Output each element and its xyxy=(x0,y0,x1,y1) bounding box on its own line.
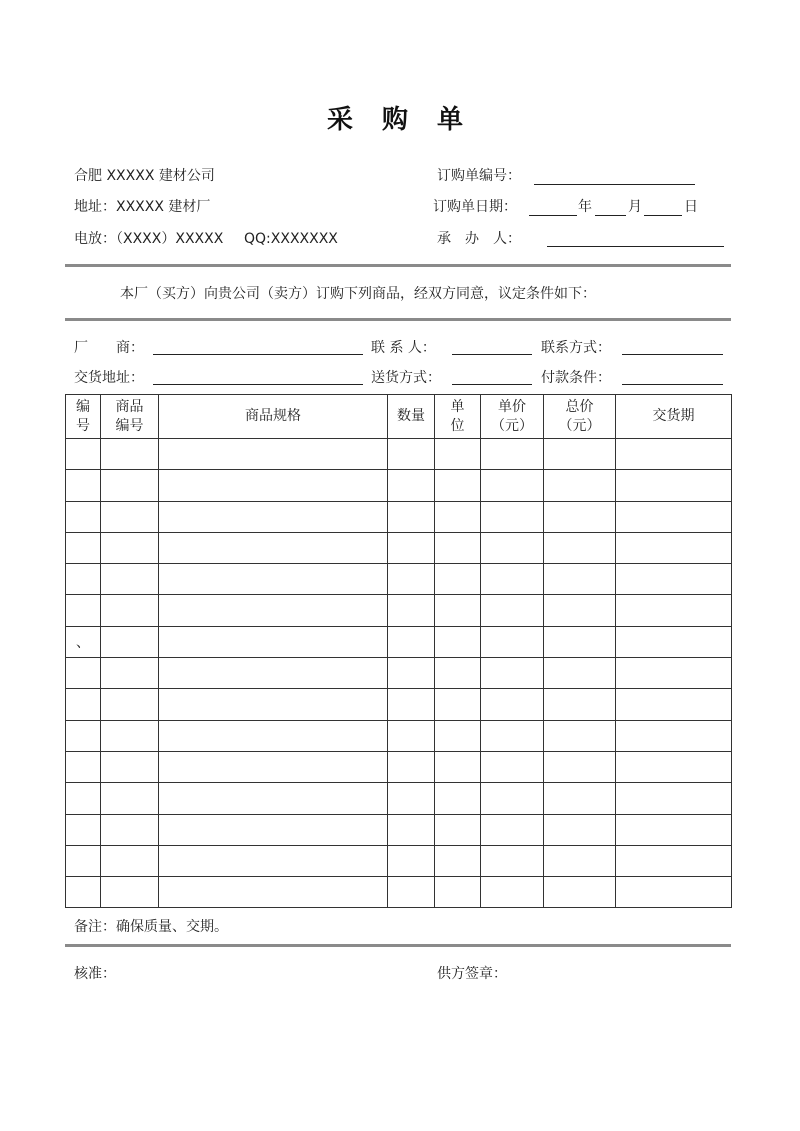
table-cell[interactable] xyxy=(435,877,481,908)
table-cell[interactable] xyxy=(481,564,544,595)
table-cell[interactable] xyxy=(544,877,616,908)
table-cell[interactable] xyxy=(159,470,388,501)
company-name: 合肥 XXXXX 建材公司 xyxy=(74,168,215,184)
table-cell[interactable] xyxy=(435,845,481,876)
table-cell[interactable] xyxy=(544,658,616,689)
table-cell[interactable] xyxy=(388,751,435,782)
table-row xyxy=(66,564,732,595)
table-cell[interactable] xyxy=(388,689,435,720)
table-cell[interactable] xyxy=(481,470,544,501)
table-cell[interactable] xyxy=(481,783,544,814)
table-cell[interactable] xyxy=(66,720,101,751)
approval-label: 核准： xyxy=(74,966,116,982)
table-cell[interactable] xyxy=(388,783,435,814)
remark-text: 备注：确保质量、交期。 xyxy=(74,919,228,935)
table-row xyxy=(66,626,732,657)
table-cell[interactable] xyxy=(66,470,101,501)
table-row xyxy=(66,720,732,751)
shipping-method-field[interactable] xyxy=(452,384,532,385)
table-row xyxy=(66,751,732,782)
table-cell[interactable] xyxy=(616,439,732,470)
delivery-address-field[interactable] xyxy=(153,384,363,385)
table-cell[interactable] xyxy=(101,814,159,845)
table-cell[interactable] xyxy=(616,783,732,814)
table-cell[interactable] xyxy=(435,595,481,626)
table-row xyxy=(66,439,732,470)
table-cell[interactable] xyxy=(101,783,159,814)
table-cell[interactable] xyxy=(616,470,732,501)
table-cell[interactable] xyxy=(481,845,544,876)
table-cell[interactable] xyxy=(159,689,388,720)
table-cell[interactable] xyxy=(101,532,159,563)
table-cell[interactable] xyxy=(388,814,435,845)
table-cell[interactable] xyxy=(159,564,388,595)
table-cell[interactable] xyxy=(159,783,388,814)
company-address: 地址：XXXXX 建材厂 xyxy=(74,199,211,215)
table-cell[interactable] xyxy=(159,814,388,845)
table-cell[interactable] xyxy=(544,470,616,501)
table-cell[interactable] xyxy=(388,877,435,908)
table-cell[interactable] xyxy=(544,564,616,595)
table-cell[interactable] xyxy=(388,501,435,532)
table-cell[interactable] xyxy=(481,751,544,782)
order-number-field[interactable] xyxy=(534,184,695,185)
table-cell[interactable] xyxy=(435,501,481,532)
handler-field[interactable] xyxy=(547,246,724,247)
year-label: 年 xyxy=(578,199,592,215)
table-row xyxy=(66,689,732,720)
table-cell[interactable] xyxy=(388,720,435,751)
table-cell[interactable] xyxy=(435,720,481,751)
table-cell[interactable] xyxy=(544,814,616,845)
table-cell[interactable] xyxy=(616,626,732,657)
payment-terms-field[interactable] xyxy=(622,384,723,385)
table-cell[interactable] xyxy=(544,595,616,626)
table-cell[interactable] xyxy=(616,689,732,720)
handler-label: 承 办 人： xyxy=(437,231,521,247)
column-header-unit: 单 位 xyxy=(435,395,481,439)
table-cell[interactable] xyxy=(435,626,481,657)
table-cell[interactable] xyxy=(544,439,616,470)
column-header-unit-price: 单价 （元） xyxy=(481,395,544,439)
table-header-row xyxy=(66,395,732,439)
table-cell[interactable] xyxy=(101,595,159,626)
table-cell[interactable] xyxy=(101,470,159,501)
table-cell[interactable] xyxy=(101,877,159,908)
table-cell[interactable]: 、 xyxy=(66,626,101,657)
table-cell[interactable] xyxy=(101,720,159,751)
table-cell[interactable] xyxy=(101,439,159,470)
contact-person-label: 联 系 人： xyxy=(371,340,436,356)
table-cell[interactable] xyxy=(544,626,616,657)
column-header-index: 编 号 xyxy=(66,395,101,439)
contact-person-field[interactable] xyxy=(452,354,532,355)
table-cell[interactable] xyxy=(159,845,388,876)
table-cell[interactable] xyxy=(101,751,159,782)
table-cell[interactable] xyxy=(481,626,544,657)
table-row xyxy=(66,532,732,563)
table-cell[interactable] xyxy=(388,532,435,563)
table-cell[interactable] xyxy=(481,720,544,751)
table-cell[interactable] xyxy=(544,845,616,876)
table-cell[interactable] xyxy=(616,877,732,908)
table-row xyxy=(66,877,732,908)
page-title: 采 购 单 xyxy=(326,105,474,135)
order-day-field[interactable] xyxy=(644,215,682,216)
table-cell[interactable] xyxy=(101,564,159,595)
table-row xyxy=(66,783,732,814)
vendor-field[interactable] xyxy=(153,354,363,355)
column-header-delivery-date: 交货期 xyxy=(616,395,732,439)
table-cell[interactable] xyxy=(66,439,101,470)
table-cell[interactable] xyxy=(101,845,159,876)
table-cell[interactable] xyxy=(481,877,544,908)
table-cell[interactable] xyxy=(616,720,732,751)
table-cell[interactable] xyxy=(66,845,101,876)
intro-text: 本厂（买方）向贵公司（卖方）订购下列商品，经双方同意，议定条件如下： xyxy=(120,286,596,302)
vendor-label: 厂 商： xyxy=(74,340,144,356)
table-row xyxy=(66,470,732,501)
table-row xyxy=(66,845,732,876)
table-cell[interactable] xyxy=(159,501,388,532)
table-cell[interactable] xyxy=(481,689,544,720)
table-cell[interactable] xyxy=(66,689,101,720)
table-cell[interactable] xyxy=(388,595,435,626)
table-cell[interactable] xyxy=(101,658,159,689)
column-header-quantity: 数量 xyxy=(388,395,435,439)
table-cell[interactable] xyxy=(435,564,481,595)
table-cell[interactable] xyxy=(435,814,481,845)
table-cell[interactable] xyxy=(544,783,616,814)
table-cell[interactable] xyxy=(481,501,544,532)
column-header-total-price: 总价 （元） xyxy=(544,395,616,439)
divider xyxy=(65,318,731,321)
table-cell[interactable] xyxy=(66,532,101,563)
column-header-item-code: 商品 编号 xyxy=(101,395,159,439)
table-cell[interactable] xyxy=(101,689,159,720)
table-cell[interactable] xyxy=(544,720,616,751)
table-cell[interactable] xyxy=(481,595,544,626)
table-cell[interactable] xyxy=(544,689,616,720)
table-cell[interactable] xyxy=(66,595,101,626)
table-cell[interactable] xyxy=(101,501,159,532)
table-cell[interactable] xyxy=(435,783,481,814)
order-number-label: 订购单编号： xyxy=(437,168,521,184)
table-cell[interactable] xyxy=(159,751,388,782)
company-qq: QQ:XXXXXXX xyxy=(244,231,338,247)
order-year-field[interactable] xyxy=(529,215,577,216)
payment-terms-label: 付款条件： xyxy=(541,370,611,386)
order-date-label: 订购单日期： xyxy=(433,199,517,215)
day-label: 日 xyxy=(684,199,698,215)
table-cell[interactable] xyxy=(435,658,481,689)
table-cell[interactable] xyxy=(66,658,101,689)
divider xyxy=(65,944,731,947)
table-row xyxy=(66,814,732,845)
table-cell[interactable] xyxy=(159,720,388,751)
table-cell[interactable] xyxy=(616,814,732,845)
contact-method-field[interactable] xyxy=(622,354,723,355)
table-cell[interactable] xyxy=(159,532,388,563)
table-cell[interactable] xyxy=(616,845,732,876)
table-cell[interactable] xyxy=(159,439,388,470)
delivery-address-label: 交货地址： xyxy=(74,370,144,386)
column-header-spec: 商品规格 xyxy=(159,395,388,439)
table-cell[interactable] xyxy=(616,658,732,689)
table-cell[interactable] xyxy=(481,658,544,689)
table-cell[interactable] xyxy=(616,501,732,532)
table-cell[interactable] xyxy=(544,532,616,563)
table-cell[interactable] xyxy=(159,658,388,689)
table-cell[interactable] xyxy=(435,532,481,563)
table-cell[interactable] xyxy=(159,877,388,908)
table-cell[interactable] xyxy=(544,501,616,532)
table-cell[interactable] xyxy=(435,439,481,470)
table-cell[interactable] xyxy=(66,814,101,845)
table-row xyxy=(66,658,732,689)
table-row xyxy=(66,501,732,532)
contact-method-label: 联系方式： xyxy=(541,340,611,356)
table-cell[interactable] xyxy=(544,751,616,782)
table-cell[interactable] xyxy=(388,845,435,876)
table-cell[interactable] xyxy=(435,689,481,720)
table-cell[interactable] xyxy=(435,470,481,501)
table-cell[interactable] xyxy=(388,439,435,470)
table-cell[interactable] xyxy=(481,532,544,563)
table-cell[interactable] xyxy=(616,564,732,595)
table-cell[interactable] xyxy=(435,751,481,782)
table-cell[interactable] xyxy=(159,595,388,626)
supplier-signature-label: 供方签章： xyxy=(437,966,507,982)
company-phone: 电放：（XXXX）XXXXX xyxy=(74,231,224,247)
table-cell[interactable] xyxy=(101,626,159,657)
table-cell[interactable] xyxy=(159,626,388,657)
table-cell[interactable] xyxy=(66,751,101,782)
order-items-table xyxy=(65,394,732,908)
table-cell[interactable] xyxy=(481,439,544,470)
table-cell[interactable] xyxy=(388,658,435,689)
divider xyxy=(65,264,731,267)
table-cell[interactable] xyxy=(66,501,101,532)
table-cell[interactable] xyxy=(66,564,101,595)
table-cell[interactable] xyxy=(388,564,435,595)
month-label: 月 xyxy=(628,199,642,215)
table-cell[interactable] xyxy=(66,877,101,908)
shipping-method-label: 送货方式： xyxy=(371,370,441,386)
table-cell[interactable] xyxy=(481,814,544,845)
table-cell[interactable] xyxy=(616,751,732,782)
table-row xyxy=(66,595,732,626)
table-cell[interactable] xyxy=(66,783,101,814)
table-cell[interactable] xyxy=(388,470,435,501)
table-cell[interactable] xyxy=(616,532,732,563)
order-month-field[interactable] xyxy=(595,215,626,216)
table-cell[interactable] xyxy=(616,595,732,626)
table-cell[interactable] xyxy=(388,626,435,657)
